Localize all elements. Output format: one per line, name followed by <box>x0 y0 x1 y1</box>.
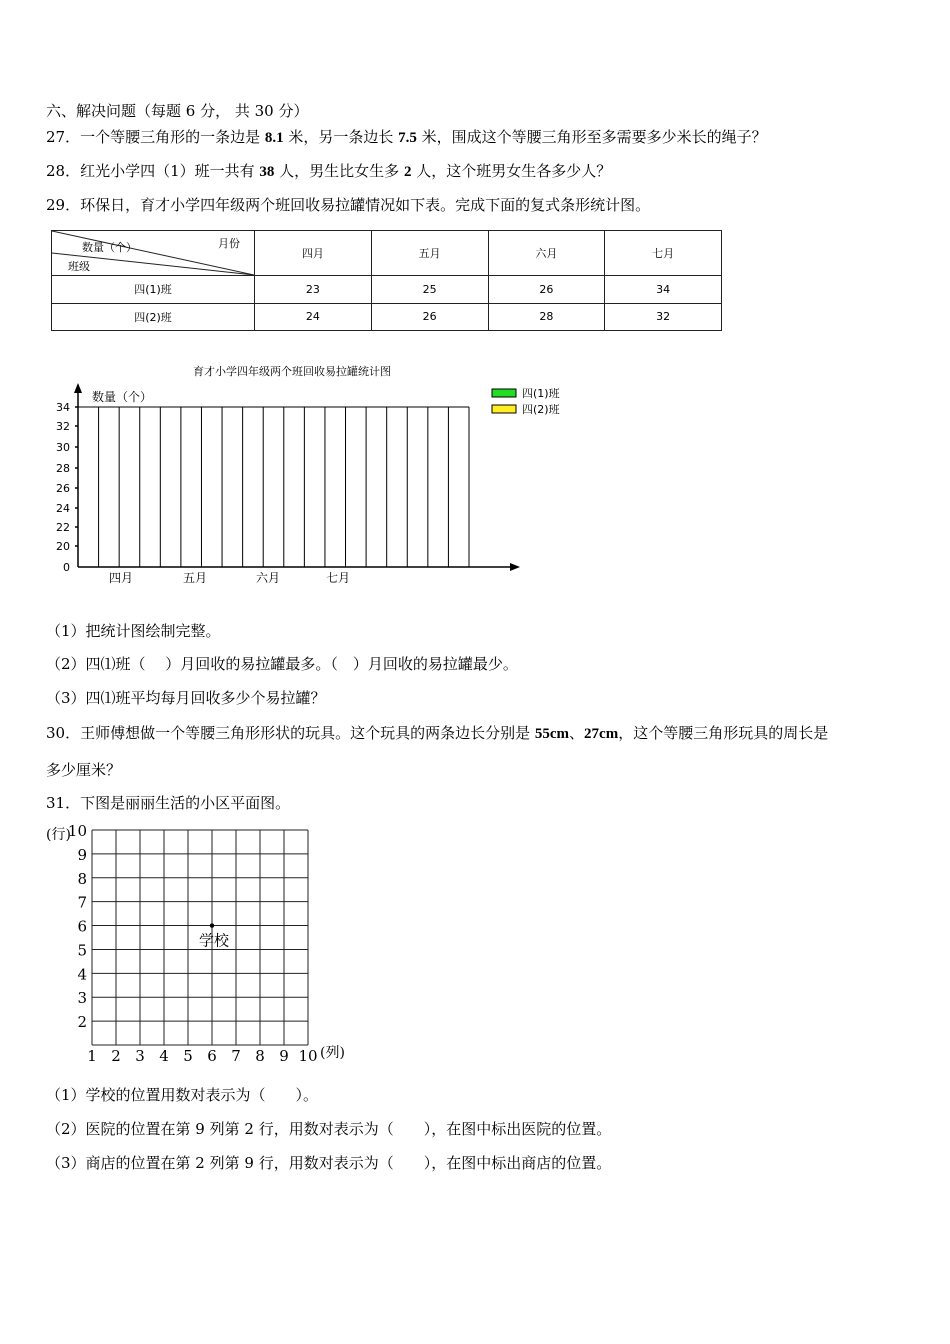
x-tick-label: 六月 <box>255 571 281 585</box>
value-cell: 23 <box>255 276 372 304</box>
value-cell: 28 <box>488 303 605 331</box>
row-tick-label: 8 <box>77 869 87 888</box>
class-label-cell: 四(1)班 <box>52 276 255 304</box>
diagonal-header-cell <box>52 231 255 276</box>
row-tick-label: 3 <box>77 989 87 1008</box>
row-axis-label: (行) <box>46 827 71 843</box>
col-tick-label: 2 <box>111 1047 121 1065</box>
table-row <box>52 303 722 331</box>
question-31-sub2: （2）医院的位置在第 9 列第 2 行，用数对表示为（ ），在图中标出医院的位置。 <box>46 1120 612 1138</box>
row-tick-label: 5 <box>77 941 87 960</box>
col-tick-label: 6 <box>207 1047 217 1065</box>
row-tick-label: 2 <box>77 1013 87 1032</box>
section-title: 六、解决问题（每题 6 分， 共 30 分） <box>46 102 309 120</box>
month-header: 六月 <box>488 231 605 276</box>
legend-label: 四(2)班 <box>522 403 560 416</box>
data-table <box>51 230 722 331</box>
row-tick-label: 4 <box>77 965 87 984</box>
class-label-cell: 四(2)班 <box>52 303 255 331</box>
y-tick-label: 22 <box>56 521 70 534</box>
col-tick-label: 7 <box>231 1047 241 1065</box>
y-tick-label: 0 <box>63 561 70 574</box>
col-tick-label: 1 <box>87 1047 97 1065</box>
table-header-row <box>52 231 722 276</box>
value-cell: 26 <box>371 303 488 331</box>
col-tick-label: 5 <box>183 1047 193 1065</box>
y-tick-label: 30 <box>56 441 70 454</box>
question-31: 31．下图是丽丽生活的小区平面图。 <box>46 794 291 812</box>
legend-label: 四(1)班 <box>522 387 560 400</box>
x-axis-arrow <box>510 563 520 571</box>
row-tick-label: 6 <box>77 917 87 936</box>
table-row <box>52 276 722 304</box>
diag-quantity-label: 数量（个） <box>82 241 137 254</box>
diag-month-label: 月份 <box>218 237 240 250</box>
school-label: 学校 <box>198 931 230 950</box>
y-axis-arrow <box>74 383 82 393</box>
x-tick-label: 七月 <box>325 571 351 585</box>
school-point <box>210 923 214 927</box>
value-cell: 26 <box>488 276 605 304</box>
month-header: 五月 <box>371 231 488 276</box>
question-31-sub1: （1）学校的位置用数对表示为（ ）。 <box>46 1086 319 1104</box>
question-29-sub3: （3）四⑴班平均每月回收多少个易拉罐？ <box>46 689 326 707</box>
question-30-line2: 多少厘米？ <box>46 761 122 779</box>
x-tick-label: 五月 <box>182 571 208 585</box>
question-31-sub3: （3）商店的位置在第 2 列第 9 行，用数对表示为（ ），在图中标出商店的位置。 <box>46 1154 612 1172</box>
value-cell: 25 <box>371 276 488 304</box>
y-tick-label: 24 <box>56 502 70 515</box>
y-tick-label: 32 <box>56 420 70 433</box>
y-axis-label: 数量（个） <box>92 390 153 404</box>
question-28: 28．红光小学四（1）班一共有 38 人，男生比女生多 2 人，这个班男女生各多少人？ <box>46 162 612 180</box>
question-29: 29．环保日，育才小学四年级两个班回收易拉罐情况如下表。完成下面的复式条形统计图。 <box>46 196 651 214</box>
row-tick-label: 9 <box>77 845 87 864</box>
bar-chart <box>0 355 950 615</box>
col-tick-label: 3 <box>135 1047 145 1065</box>
month-header: 七月 <box>605 231 722 276</box>
legend-swatch <box>492 405 516 413</box>
col-tick-label: 4 <box>159 1047 169 1065</box>
row-tick-label: 10 <box>67 822 87 840</box>
col-tick-label: 10 <box>298 1047 318 1065</box>
col-tick-label: 9 <box>279 1047 289 1065</box>
y-tick-label: 26 <box>56 482 70 495</box>
month-header: 四月 <box>255 231 372 276</box>
question-27: 27．一个等腰三角形的一条边是 8.1 米，另一条边长 7.5 米，围成这个等腰三角形至多需要多少米长的绳子？ <box>46 128 767 146</box>
y-tick-label: 20 <box>56 540 70 553</box>
legend-swatch <box>492 389 516 397</box>
col-axis-label: (列) <box>320 1045 345 1061</box>
question-30-line1: 30．王师傅想做一个等腰三角形形状的玩具。这个玩具的两条边长分别是 55cm、27cm，这个等腰三角形玩具的周长是 <box>46 724 829 742</box>
neighborhood-grid <box>40 820 400 1065</box>
y-tick-label: 28 <box>56 462 70 475</box>
diag-class-label: 班级 <box>68 260 90 273</box>
value-cell: 24 <box>255 303 372 331</box>
question-29-sub1: （1）把统计图绘制完整。 <box>46 622 221 640</box>
question-29-sub2: （2）四⑴班（ ）月回收的易拉罐最多。（ ）月回收的易拉罐最少。 <box>46 655 518 673</box>
row-tick-label: 7 <box>77 893 87 912</box>
value-cell: 34 <box>605 276 722 304</box>
x-tick-label: 四月 <box>108 571 134 585</box>
value-cell: 32 <box>605 303 722 331</box>
col-tick-label: 8 <box>255 1047 265 1065</box>
chart-title: 育才小学四年级两个班回收易拉罐统计图 <box>193 365 391 378</box>
y-tick-label: 34 <box>56 401 70 414</box>
